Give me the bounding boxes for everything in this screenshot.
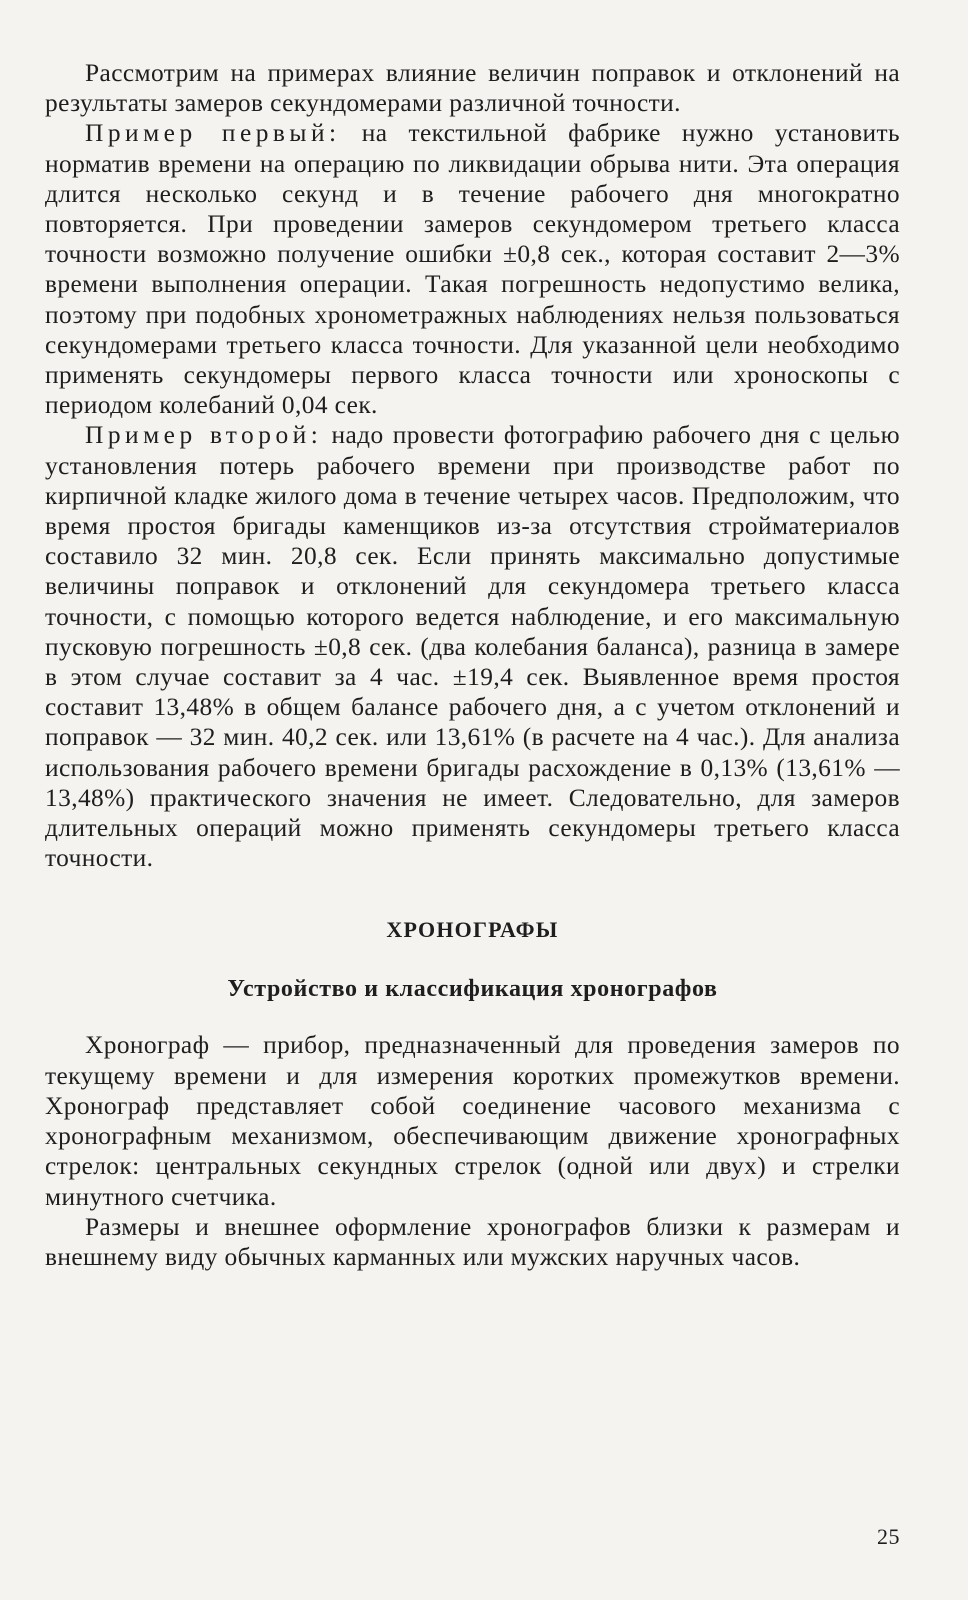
subsection-heading: Устройство и классификация хронографов (227, 976, 718, 1003)
chronograph-size-paragraph (45, 1212, 900, 1272)
example-two-paragraph (45, 420, 900, 873)
page-body (45, 58, 900, 1272)
page-number: 25 (877, 1524, 900, 1549)
section-heading: ХРОНОГРАФЫ (386, 917, 559, 943)
example-one-lead: Пример первый: (85, 119, 341, 148)
intro-text: Рассмотрим на примерах влияние величин поправок и отклонений на результаты замеров секундомерами различной точности. (45, 59, 900, 118)
example-two-text: надо провести фотографию рабочего дня с целью установления потерь рабочего времени при производстве работ по кирпичной кладке жилого дома в течение четырех часов. Предположим, что время простоя бригады каменщиков из-за отсутствия стройматериалов составило 32 мин. 20,8 сек. Если принять максимально допустимые величины поправок и отклонений для секундомера третьего класса точности, с помощью которого ведется наблюдение, и его максимальную пусковую погрешность ±0,8 сек. (два колебания баланса), разница в замере в этом случае составит за 4 час. ±19,4 сек. Выявленное время простоя составит 13,48% в общем балансе рабочего дня, а с учетом отклонений и поправок — 32 мин. 40,2 сек. или 13,61% (в расчете на 4 час.). Для анализа использования рабочего времени бригады расхождение в 0,13% (13,61% — 13,48%) практического значения не имеет. Следовательно, для замеров длительных операций можно применять секундомеры третьего класса точности. (45, 421, 901, 873)
chronograph-definition-text: Хронограф — прибор, предназначенный для проведения замеров по текущему времени и для измерения коротких промежутков времени. Хронограф представляет собой соединение часового механизма с хронографным механизмом, обеспечивающим движение хронографных стрелок: центральных секундных стрелок (одной или двух) и стрелки минутного счетчика. (45, 1031, 900, 1211)
example-two-lead: Пример второй: (85, 421, 323, 450)
intro-paragraph (45, 58, 900, 118)
example-one-paragraph (45, 118, 900, 420)
example-one-text: на текстильной фабрике нужно установить норматив времени на операцию по ликвидации обрыва нити. Эта операция длится несколько секунд и в течение рабочего дня многократно повторяется. При проведении замеров секундомером третьего класса точности возможно получение ошибки ±0,8 сек., которая составит 2—3% времени выполнения операции. Такая погрешность недопустимо велика, поэтому при подобных хронометражных наблюдениях нельзя пользоваться секундомерами третьего класса точности. Для указанной цели необходимо применять секундомеры первого класса точности или хроноскопы с периодом колебаний 0,04 сек. (45, 119, 900, 420)
chronograph-definition-paragraph (45, 1030, 900, 1211)
chronograph-size-text: Размеры и внешнее оформление хронографов близки к размерам и внешнему виду обычных карманных или мужских наручных часов. (45, 1212, 900, 1271)
